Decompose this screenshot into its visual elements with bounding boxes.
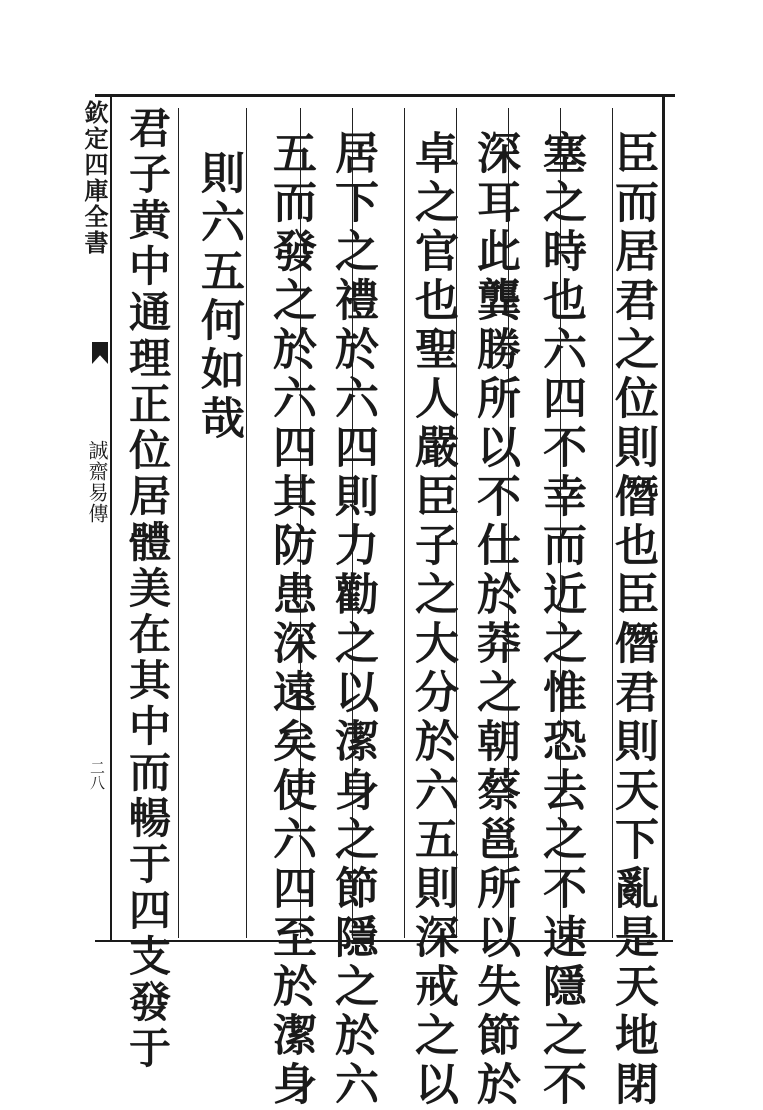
fishtail-mark-icon [92, 342, 108, 364]
text-column-6: 五而發之於六四其防患深遠矣使六四至於潔身 [265, 130, 316, 1110]
text-column-3: 深耳此龔勝所以不仕於莽之朝蔡邕所以失節於 [469, 130, 520, 1110]
column-divider [178, 108, 179, 938]
text-column-2: 塞之時也六四不幸而近之惟恐去之不速隱之不 [535, 130, 586, 1110]
text-column-7: 則六五何如哉 [193, 150, 244, 444]
text-column-8: 君子黄中通理正位居體美在其中而暢于四支發于 [123, 106, 172, 1072]
text-column-4: 卓之官也聖人嚴臣子之大分於六五則深戒之以 [407, 130, 458, 1110]
column-divider [246, 108, 247, 938]
margin-border-line [110, 96, 112, 942]
page-number: 二八 [88, 760, 106, 790]
frame-right-border [662, 94, 665, 942]
text-column-5: 居下之禮於六四則力勸之以潔身之節隱之於六 [327, 130, 378, 1110]
text-column-1: 臣而居君之位則僭也臣僭君則天下亂是天地閉 [607, 130, 658, 1110]
frame-top-border [95, 94, 675, 97]
book-title: 誠齋易傳 [85, 440, 109, 524]
edge-title: 欽定四庫全書 [80, 100, 109, 256]
